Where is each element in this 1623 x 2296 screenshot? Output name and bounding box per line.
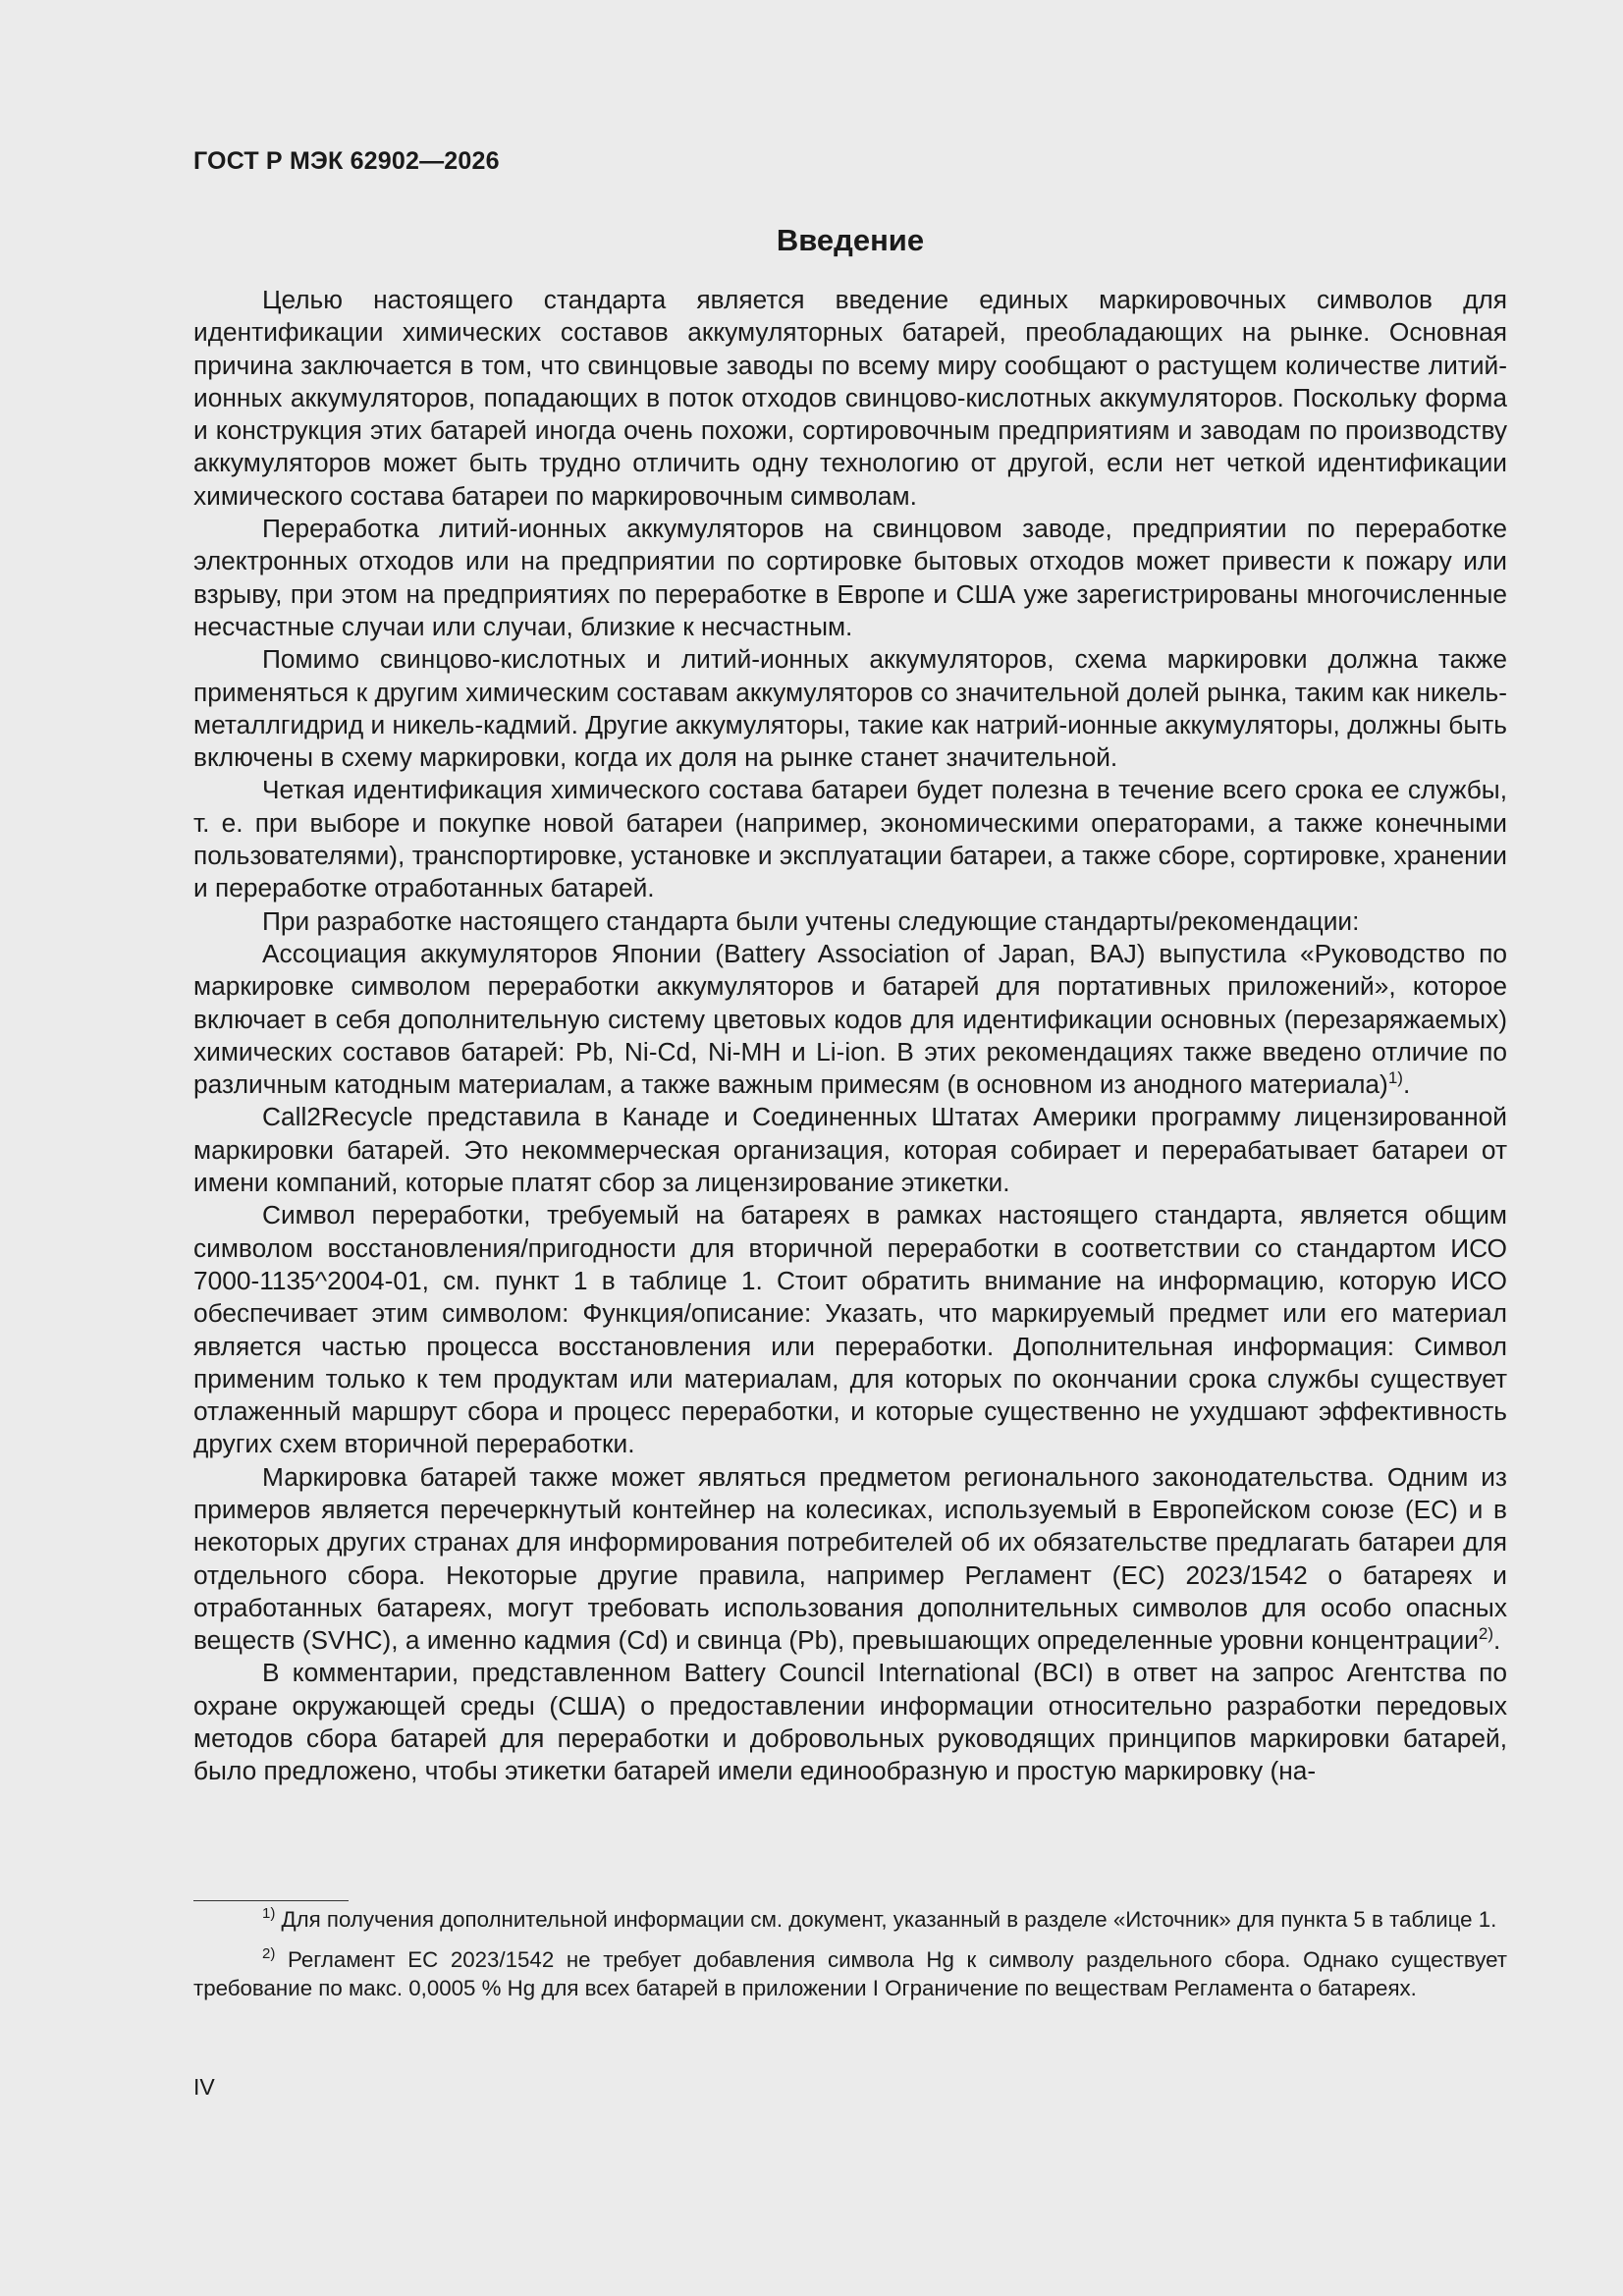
paragraph-text: Переработка литий-ионных аккумуляторов на свинцовом заводе, предприятии по переработке электронных отходов или на предприятии по сортировке бытовых отходов может привести к пожару или взрыву, при этом на предприятиях по переработке в Европе и США уже зарегистрированы многочисленные несчастные случаи или случаи, близкие к несчастным.: [193, 514, 1507, 641]
paragraph-text: Помимо свинцово-кислотных и литий-ионных аккумуляторов, схема маркировки должна также применяться к другим химическим составам аккумуляторов со значительной долей рынка, таким как никель-металлгидрид и никель-кадмий. Другие аккумуляторы, такие как натрий-ионные аккумуляторы, должны быть включены в схему маркировки, когда их доля на рынке станет значительной.: [193, 644, 1507, 773]
footnote: [193, 1945, 1507, 2002]
footnote-marker: 1): [262, 1905, 276, 1922]
paragraph: [193, 938, 1507, 1101]
paragraph-text: В комментарии, представленном Battery Council International (BCI) в ответ на запрос Агентства по охране окружающей среды (США) о предоставлении информации относительно разработки передовых методов сбора батарей для переработки и добровольных руководящих принципов маркировки батарей, было предложено, чтобы этикетки батарей имели единообразную и простую маркировку (на-: [193, 1658, 1507, 1786]
footnotes: [193, 1905, 1507, 2014]
footnote: [193, 1905, 1507, 1934]
paragraph: [193, 905, 1507, 938]
paragraph: [193, 1101, 1507, 1199]
page-number: IV: [193, 2074, 215, 2100]
footnote-text: Для получения дополнительной информации см. документ, указанный в разделе «Источник» для пункта 5 в таблице 1.: [281, 1907, 1497, 1932]
document-header: ГОСТ Р МЭК 62902—2026: [193, 147, 500, 175]
paragraph-text: Ассоциация аккумуляторов Японии (Battery Association of Japan, BAJ) выпустила «Руководство по маркировке символом переработки аккумуляторов и батарей для портативных приложений», которое включает в себя дополнительную систему цветовых кодов для идентификации основных (перезаряжаемых) химических составов батарей: Pb, Ni-Cd, Ni-MH и Li-ion. В этих рекомендациях также введено отличие по различным катодным материалам, а также важным примесям (в основном из анодного материала): [193, 938, 1507, 1100]
body-text: [193, 284, 1507, 1788]
paragraph-text: Call2Recycle представила в Канаде и Соединенных Штатах Америки программу лицензированной маркировки батарей. Это некоммерческая организация, которая собирает и перерабатывает батареи от имени компаний, которые платят сбор за лицензирование этикетки.: [193, 1102, 1507, 1198]
footnote-divider: [193, 1900, 349, 1901]
footnote-ref[interactable]: 2): [1478, 1624, 1494, 1644]
paragraph-text: Маркировка батарей также может являться предметом регионального законодательства. Одним из примеров является перечеркнутый контейнер на колесиках, используемый в Европейском союзе (ЕС) и в некоторых других странах для информирования потребителей об их обязательстве предлагать батареи для отдельного сбора. Некоторые другие правила, например Регламент (ЕС) 2023/1542 о батареях и отработанных батареях, могут требовать использования дополнительных символов для особо опасных веществ (SVHC), а именно кадмия (Cd) и свинца (Pb), превышающих определенные уровни концентрации: [193, 1461, 1507, 1656]
paragraph-text: При разработке настоящего стандарта были учтены следующие стандарты/рекомендации:: [262, 905, 1360, 936]
paragraph-text: Целью настоящего стандарта является введение единых маркировочных символов для идентификации химических составов аккумуляторных батарей, преобладающих на рынке. Основная причина заключается в том, что свинцовые заводы по всему миру сообщают о растущем количестве литий-ионных аккумуляторов, попадающих в поток отходов свинцово-кислотных аккумуляторов. Поскольку форма и конструкция этих батарей иногда очень похожи, сортировочным предприятиям и заводам по производству аккумуляторов может быть трудно отличить одну технологию от другой, если нет четкой идентификации химического состава батареи по маркировочным символам.: [193, 285, 1507, 511]
paragraph: [193, 1657, 1507, 1787]
section-title: Введение: [776, 223, 925, 257]
paragraph: [193, 513, 1507, 643]
paragraph-punct: .: [1493, 1625, 1501, 1656]
paragraph: [193, 1199, 1507, 1460]
footnote-text: Регламент ЕС 2023/1542 не требует добавления символа Hg к символу раздельного сбора. Однако существует требование по макс. 0,0005 % Hg для всех батарей в приложении I Ограничение по веществам Регламента о батареях.: [193, 1947, 1507, 2000]
paragraph-text: Символ переработки, требуемый на батареях в рамках настоящего стандарта, является общим символом восстановления/пригодности для вторичной переработки в соответствии со стандартом ИСО 7000-1135^2004-01, см. пункт 1 в таблице 1. Стоит обратить внимание на информацию, которую ИСО обеспечивает этим символом: Функция/описание: Указать, что маркируемый предмет или его материал является частью процесса восстановления или переработки. Дополнительная информация: Символ применим только к тем продуктам или материалам, для которых по окончании срока службы существует отлаженный маршрут сбора и процесс переработки, и которые существенно не ухудшают эффективность других схем вторичной переработки.: [193, 1200, 1507, 1459]
paragraph: [193, 643, 1507, 774]
paragraph-text: Четкая идентификация химического состава батареи будет полезна в течение всего срока ее службы, т. е. при выборе и покупке новой батареи (например, экономическими операторами, а также конечными пользователями), транспортировке, установке и эксплуатации батареи, а также сборе, сортировке, хранении и переработке отработанных батарей.: [193, 775, 1507, 903]
paragraph: [193, 284, 1507, 513]
paragraph: [193, 1461, 1507, 1658]
footnote-ref[interactable]: 1): [1387, 1068, 1403, 1088]
footnote-marker: 2): [262, 1945, 276, 1962]
paragraph-punct: .: [1402, 1069, 1411, 1100]
paragraph: [193, 774, 1507, 904]
